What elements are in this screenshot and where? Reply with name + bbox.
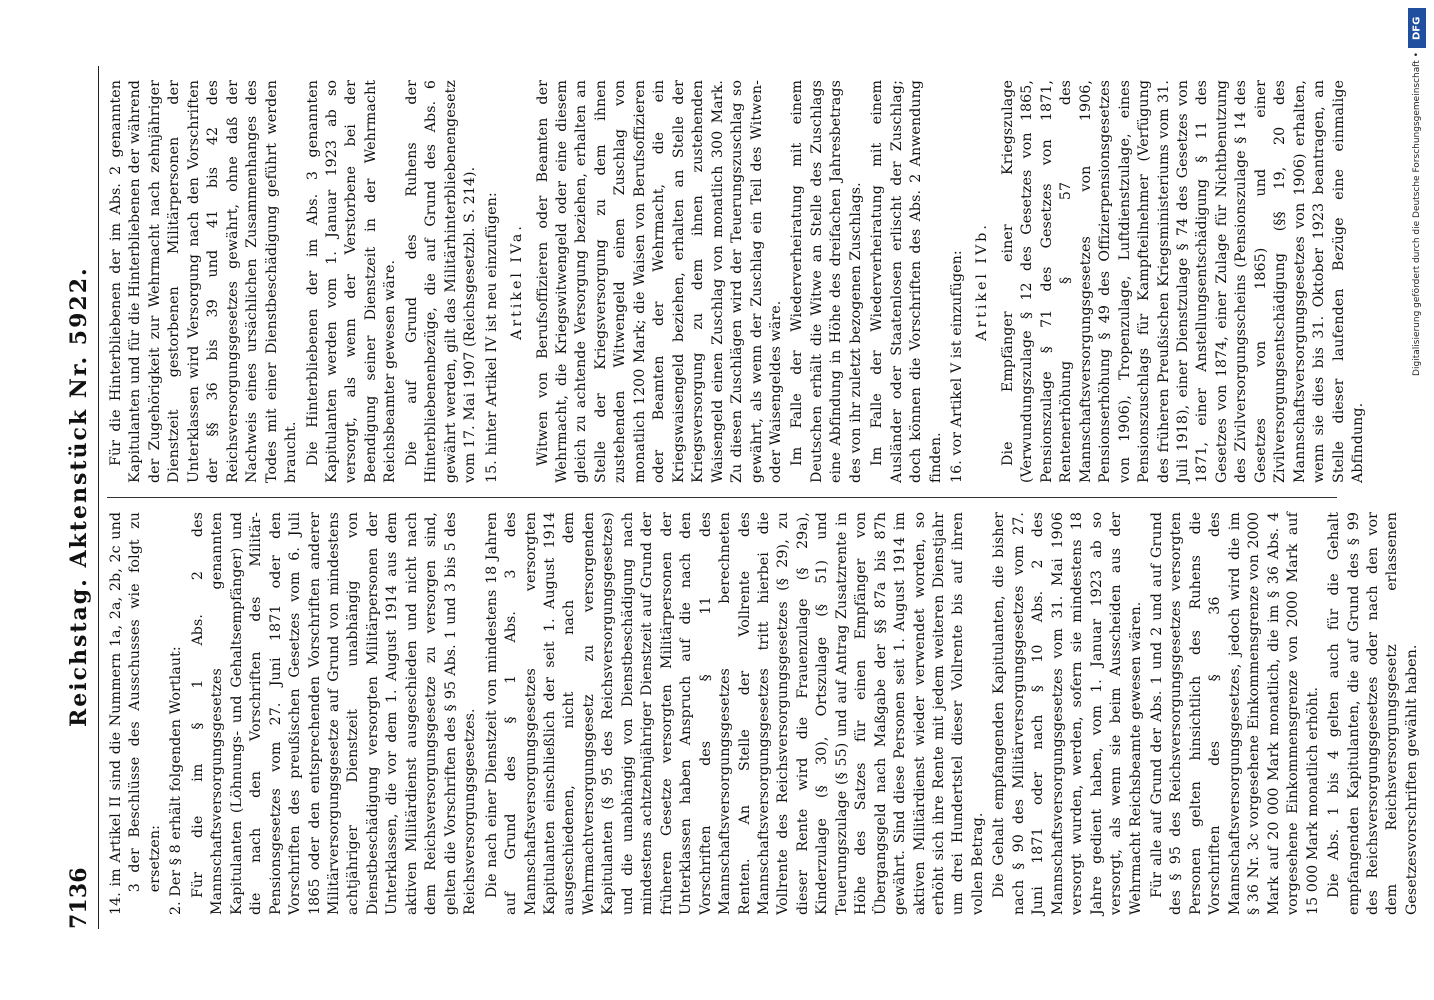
- paragraph: Witwen von Berufsoffizieren oder Beamten der Wehrmacht, die Kriegswitwengeld oder eine diesem gleich zu achtende Versorgung beziehen, erhalten an Stelle der Kriegsversorgung zu dem ihnen zustehenden Witwengeld einen Zuschlag von monatlich 1200 Mark; die Waisen von Berufsoffizieren oder Beamten der Wehrmacht, die ein Kriegswaisengeld beziehen, erhalten an Stelle der Kriegsversorgung zu dem ihnen zustehenden Waisengeld einen Zuschlag von monatlich 300 Mark. Zu diesen Zuschlägen wird der Teuerungszuschlag so gewährt, als wenn der Zuschlag ein Teil des Witwen- oder Waisengeldes wäre.: [534, 80, 784, 483]
- paragraph: Für die Hinterbliebenen der im Abs. 2 genannten Kapitulanten und für die Hinterbliebenen der während der Zugehörigkeit zur Wehrmacht nach zehnjähriger Dienstzeit gestorbenen Militärpersonen der Unterklassen wird Versorgung nach den Vorschriften der §§ 36 bis 39 und 41 bis 42 des Reichsversorgungsgesetzes gewährt, ohne daß der Nachweis eines ursächlichen Zusammenhanges des Todes mit einer Dienstbeschädigung geführt werden braucht.: [108, 80, 300, 483]
- item-16: 16. vor Artikel V ist einzufügen:: [949, 250, 966, 483]
- paragraph: Die auf Grund des Ruhens der Hinterbliebenenbezüge, die auf Grund des Abs. 6 gewährt werden, gilt das Militärhinterbliebenengesetz vom 17. Mai 1907 (Reichsgesetzbl. S. 214).: [403, 80, 479, 483]
- item-14: 14. im Artikel II sind die Nummern 1a, 2a, 2b, 2c und 3 der Beschlüsse des Ausschusses wie folgt zu ersetzen:: [108, 512, 163, 915]
- left-column: [107, 497, 1420, 929]
- page-title: Reichstag. Aktenstück Nr. 5922.: [66, 266, 92, 728]
- right-column: [107, 66, 1367, 497]
- paragraph: Die Hinterbliebenen der im Abs. 3 genannten Kapitulanten werden vom 1. Januar 1923 ab so versorgt, als wenn der Verstorbene bei der Beendigung seiner Dienstzeit in der Wehrmacht Reichsbeamter gewesen wäre.: [304, 80, 399, 483]
- item-2: 2. Der § 8 erhält folgenden Wortlaut:: [168, 646, 185, 915]
- paragraph: Für alle auf Grund der Abs. 1 und 2 und auf Grund des § 95 des Reichsversorgungsgesetzes versorgten Personen gelten hinsichtlich des Ruhens die Vorschriften des § 36 des Mannschaftsversorgungsgesetzes, jedoch wird die im § 36 Nr. 3c vorgesehene Einkommensgrenze von 2000 Mark auf 20 000 Mark monatlich, die im § 36 Abs. 4 vorgesehene Einkommensgrenze von 2000 Mark auf 15 000 Mark monatlich erhöht.: [1149, 512, 1321, 915]
- paragraph: Die nach einer Dienstzeit von mindestens 18 Jahren auf Grund des § 1 Abs. 3 des Mannschaftsversorgungsgesetzes versorgten Kapitulanten einschließlich der seit 1. August 1914 ausgeschiedenen, nicht nach dem Wehrmachtversorgungsgesetz zu versorgenden Kapitulanten (§ 95 des Reichsversorgungsgesetzes) und die unabhängig von Dienstbeschädigung nach mindestens achtzehnjähriger Dienstzeit auf Grund der früheren Gesetze versorgten Militärpersonen der Unterklassen haben Anspruch auf die nach den Vorschriften des § 11 des Mannschaftsversorgungsgesetzes berechneten Renten. An Stelle der Vollrente des Mannschaftsversorgungsgesetzes tritt hierbei die Vollrente des Reichsversorgungsgesetzes (§ 29), zu dieser Rente wird die Frauenzulage (§ 29a), Kinderzulage (§ 30), Ortszulage (§ 51) und Teuerungszulage (§ 55) und auf Antrag Zusatzrente in Höhe des Satzes für einen Empfänger von Übergangsgeld nach Maßgabe der §§ 87a bis 87h gewährt. Sind diese Personen seit 1. August 1914 im aktiven Militärdienst wieder verwendet worden, so erhöht sich ihre Rente mit jedem weiteren Dienstjahr um drei Hundertstel dieser Vollrente bis auf ihren vollen Betrag.: [483, 512, 986, 915]
- paragraph: Im Falle der Wiederverheiratung mit einem Deutschen erhält die Witwe an Stelle des Zuschlags eine Abfindung in Höhe des dreifachen Jahresbetrags des von ihr zuletzt bezogenen Zuschlags.: [789, 80, 864, 483]
- article-heading: Artikel IVb.: [974, 222, 991, 341]
- side-credit-strip: [1404, 8, 1430, 992]
- article-heading: Artikel IVa.: [509, 223, 526, 340]
- paragraph: Für die im § 1 Abs. 2 des Mannschaftsversorgungsgesetzes genannten Kapitulanten (Löhnungs- und Gehaltsempfänger) und die nach den Vorschriften des Militär-Pensionsgesetzes vom 27. Juni 1871 oder den Vorschriften des preußischen Gesetzes vom 6. Juli 1865 oder den entsprechenden Vorschriften anderer Militärversorgungsgesetze auf Grund von mindestens achtjähriger Dienstzeit unabhängig von Dienstbeschädigung versorgten Militärpersonen der Unterklassen, die vor dem 1. August 1914 aus dem aktiven Militärdienst ausgeschieden und nicht nach dem Reichsversorgungsgesetze zu versorgen sind, gelten die Vorschriften des § 95 Abs. 1 und 3 bis 5 des Reichsversorgungsgesetzes.: [189, 512, 479, 915]
- page-number: 7136: [66, 867, 92, 929]
- paragraph: Im Falle der Wiederverheiratung mit einem Ausländer oder Staatenlosen erlischt der Zuschlag; doch können die Vorschriften des Abs. 2 Anwendung finden.: [869, 80, 944, 483]
- dfg-logo: DFG: [1408, 8, 1426, 48]
- paragraph: Die Empfänger einer Kriegszulage (Verwundungszulage § 12 des Gesetzes von 1865, Pensionszulage § 71 des Gesetzes von 1871, Rentenerhöhung § 57 des Mannschaftsversorgungsgesetzes von 1906, Pensionserhöhung § 49 des Offizierpensionsgesetzes von 1906), Tropenzulage, Luftdienstzulage, eines Pensionszuschlags für Kampfteilnehmer (Verfügung des früheren Preußischen Kriegsministeriums vom 31. Juli 1918), einer Dienstzulage § 74 des Gesetzes von 1871, einer Anstellungsentschädigung § 11 des Gesetzes von 1874, einer Zulage für Nichtbenutzung des Zivilversorgungsscheins (Pensionszulage § 14 des Gesetzes von 1865) und einer Zivilversorgungsentschädigung (§§ 19, 20 des Mannschaftsversorgungsgesetzes von 1906) erhalten, wenn sie dies bis 31. Oktober 1923 beantragen, an Stelle dieser laufenden Bezüge eine einmalige Abfindung.: [999, 80, 1367, 483]
- paragraph: Die Gehalt empfangenden Kapitulanten, die bisher nach § 90 des Militärversorgungsgesetzes vom 27. Juni 1871 oder nach § 10 Abs. 2 des Mannschaftsversorgungsgesetzes vom 31. Mai 1906 versorgt wurden, werden, sofern sie mindestens 18 Jahre gedient haben, vom 1. Januar 1923 ab so versorgt, als wenn sie beim Ausscheiden aus der Wehrmacht Reichsbeamte gewesen wären.: [991, 512, 1144, 915]
- page-header: [64, 66, 99, 929]
- funding-credit: Digitalisierung gefördert durch die Deutsche Forschungsgemeinschaft •: [1412, 52, 1422, 376]
- paragraph: Die Abs. 1 bis 4 gelten auch für die Gehalt empfangenden Kapitulanten, die auf Grund des § 99 des Reichsversorgungsgesetzes oder nach den vor dem Reichsversorgungsgesetz erlassenen Gesetzesvorschriften gewählt haben.: [1326, 512, 1420, 915]
- item-15: 15. hinter Artikel IV ist neu einzufügen:: [483, 192, 500, 483]
